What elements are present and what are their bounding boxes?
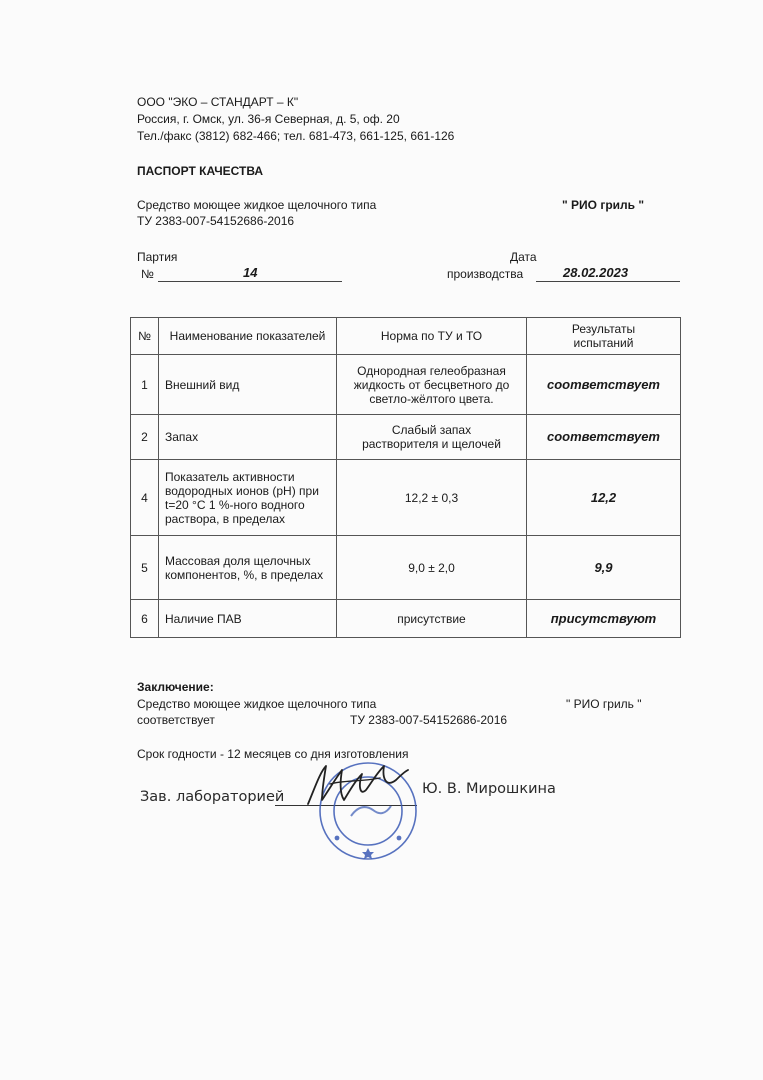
row-result: соответствует [527, 355, 681, 415]
header-results [527, 318, 681, 355]
production-date: 28.02.2023 [563, 265, 629, 280]
signatory-position: Зав. лабораторией [140, 789, 285, 805]
row-norm: 9,0 ± 2,0 [337, 536, 527, 600]
row-norm: 12,2 ± 0,3 [337, 460, 527, 536]
conclusion-complies: соответствует [137, 713, 215, 727]
table-row [131, 460, 681, 536]
row-num: 5 [131, 536, 159, 600]
table-header-row [131, 318, 681, 355]
quality-table [130, 317, 681, 638]
handwritten-signature [300, 760, 410, 810]
conclusion-spec: ТУ 2383-007-54152686-2016 [350, 713, 508, 727]
row-num: 4 [131, 460, 159, 536]
product-description: Средство моющее жидкое щелочного типа [137, 198, 377, 212]
row-num: 6 [131, 600, 159, 638]
batch-label: Партия [137, 250, 178, 264]
row-num: 2 [131, 415, 159, 460]
document-title: ПАСПОРТ КАЧЕСТВА [137, 164, 264, 178]
batch-number-label: № [141, 267, 154, 281]
row-result: присутствуют [527, 600, 681, 638]
header-results-label: Результаты испытаний [571, 322, 636, 350]
row-indicator: Массовая доля щелочных компонентов, %, в пределах [159, 536, 337, 600]
conclusion-brand: " РИО гриль " [566, 697, 642, 711]
date-label: Дата [510, 250, 537, 264]
row-result: 12,2 [527, 460, 681, 536]
product-brand: " РИО гриль " [562, 198, 645, 212]
row-indicator: Внешний вид [159, 355, 337, 415]
conclusion-heading: Заключение: [137, 680, 214, 694]
row-norm: Однородная гелеобразная жидкость от бесцветного до светло-жёлтого цвета. [337, 355, 527, 415]
row-result: соответствует [527, 415, 681, 460]
header-num: № [131, 318, 159, 355]
company-address: Россия, г. Омск, ул. 36-я Северная, д. 5, оф. 20 [137, 112, 400, 126]
batch-underline [158, 281, 342, 282]
conclusion-text: Средство моющее жидкое щелочного типа [137, 697, 377, 711]
row-num: 1 [131, 355, 159, 415]
table-row [131, 536, 681, 600]
date-underline [536, 281, 680, 282]
table-row [131, 600, 681, 638]
row-indicator: Показатель активности водородных ионов (pH) при t=20 °С 1 %-ного водного раствора, в пределах [159, 460, 337, 536]
company-name: ООО "ЭКО – СТАНДАРТ – К" [137, 95, 299, 109]
row-norm: Слабый запах растворителя и щелочей [337, 415, 527, 460]
row-indicator: Запах [159, 415, 337, 460]
production-label: производства [447, 267, 524, 281]
row-norm: присутствие [337, 600, 527, 638]
header-norm: Норма по ТУ и ТО [337, 318, 527, 355]
company-phones: Тел./факс (3812) 682-466; тел. 681-473, 661-125, 661-126 [137, 129, 455, 143]
row-indicator: Наличие ПАВ [159, 600, 337, 638]
batch-number: 14 [243, 265, 258, 280]
header-indicator: Наименование показателей [159, 318, 337, 355]
shelf-life: Срок годности - 12 месяцев со дня изготовления [137, 747, 409, 761]
product-spec: ТУ 2383-007-54152686-2016 [137, 214, 295, 228]
signatory-name: Ю. В. Мирошкина [422, 781, 556, 797]
table-row [131, 415, 681, 460]
table-row [131, 355, 681, 415]
row-result: 9,9 [527, 536, 681, 600]
